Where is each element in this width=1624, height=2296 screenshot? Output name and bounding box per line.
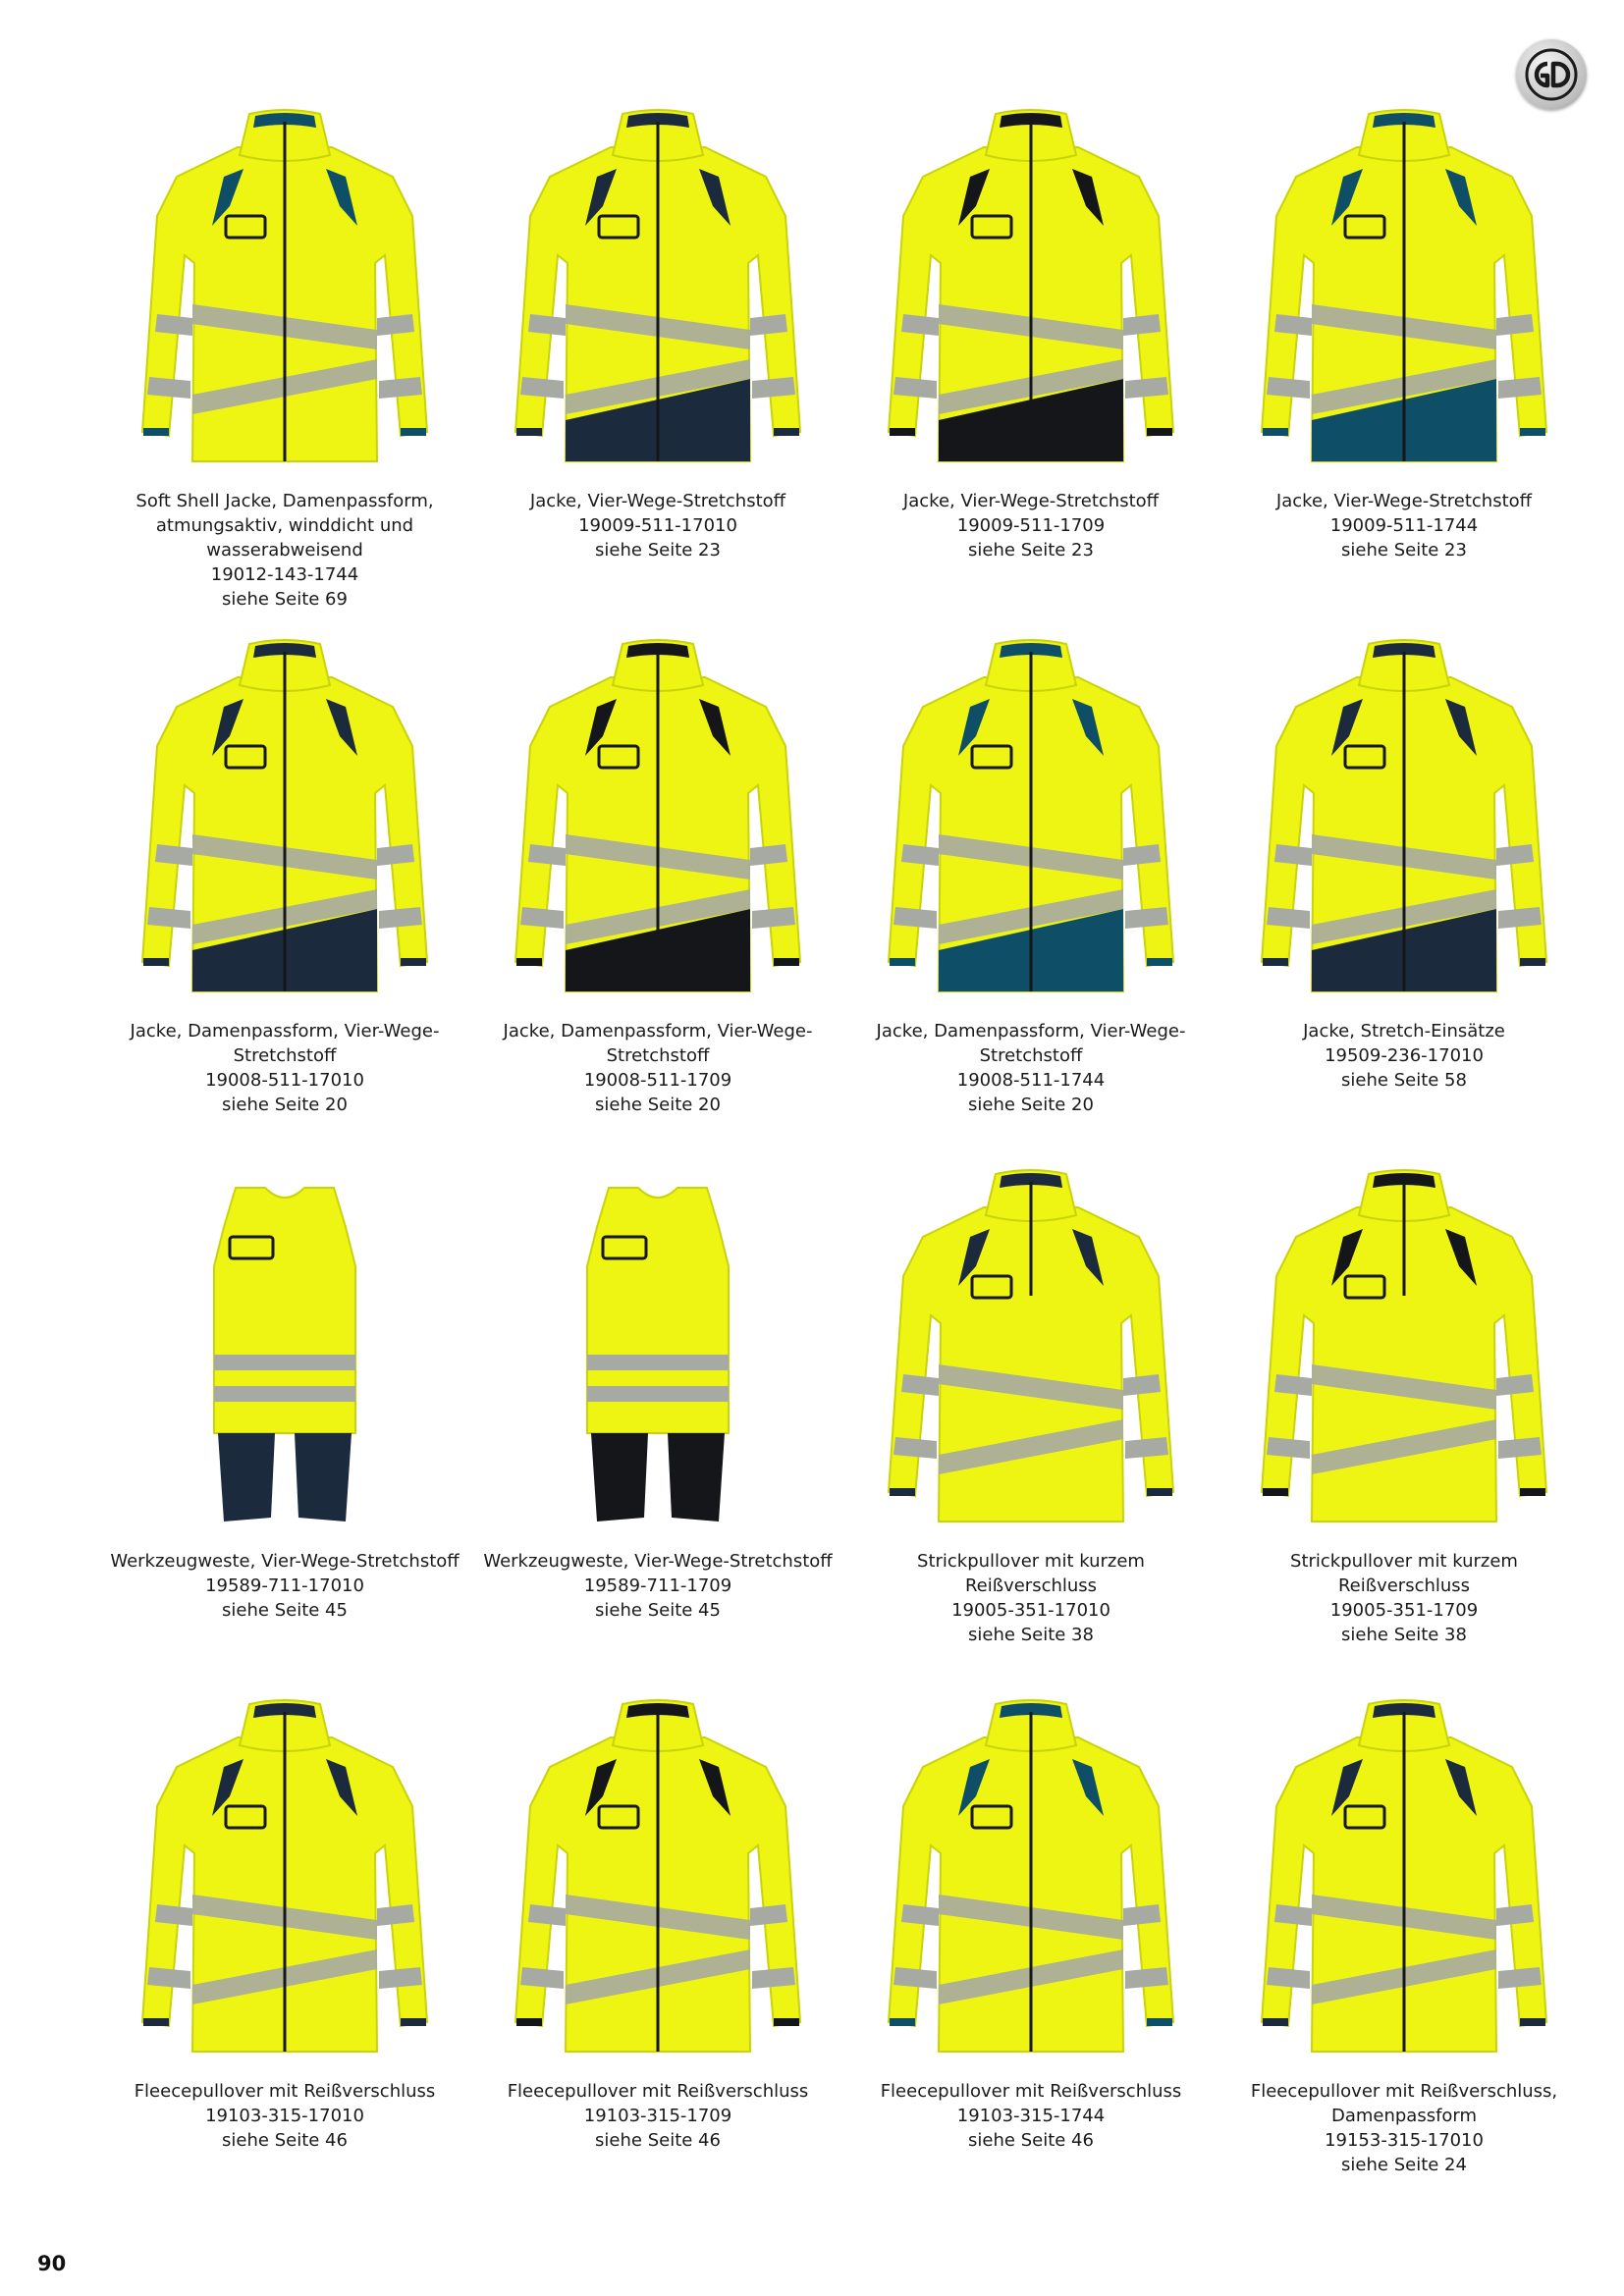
product-caption xyxy=(1227,2079,1581,2177)
cuff xyxy=(401,958,426,966)
product-code: 19005-351-1709 xyxy=(1329,1600,1479,1621)
product-caption xyxy=(481,1549,835,1623)
tool-pouch-left xyxy=(218,1433,275,1522)
product-name: Jacke, Damenpassform, Vier-Wege-Stretchstoff xyxy=(503,1021,813,1066)
product-name: Jacke, Vier-Wege-Stretchstoff xyxy=(902,491,1160,511)
product-name: Werkzeugweste, Vier-Wege-Stretchstoff xyxy=(110,1551,460,1572)
cuff xyxy=(1520,2018,1545,2026)
product-name: Jacke, Damenpassform, Vier-Wege-Stretchstoff xyxy=(130,1021,440,1066)
product-card[interactable] xyxy=(1218,1688,1591,2218)
product-name: Jacke, Vier-Wege-Stretchstoff xyxy=(1275,491,1533,511)
reflective-band xyxy=(214,1355,355,1370)
product-code: 19589-711-17010 xyxy=(205,1575,364,1596)
product-caption xyxy=(854,1549,1208,1647)
product-name: Jacke, Damenpassform, Vier-Wege-Stretchstoff xyxy=(876,1021,1186,1066)
page-reference[interactable]: siehe Seite 58 xyxy=(1341,1070,1467,1091)
product-code: 19005-351-17010 xyxy=(951,1600,1110,1621)
page-reference[interactable]: siehe Seite 23 xyxy=(595,540,721,561)
cuff xyxy=(1520,958,1545,966)
cuff xyxy=(1520,428,1545,436)
page-reference[interactable]: siehe Seite 23 xyxy=(968,540,1094,561)
garment-illustration xyxy=(501,638,815,1016)
product-code: 19103-315-1744 xyxy=(956,2106,1106,2126)
product-caption xyxy=(854,489,1208,562)
tool-pouch-right xyxy=(295,1433,352,1522)
garment-illustration xyxy=(501,108,815,486)
page-reference[interactable]: siehe Seite 46 xyxy=(595,2130,721,2151)
cuff xyxy=(516,428,542,436)
product-name: Fleecepullover mit Reißverschluss xyxy=(880,2081,1182,2102)
product-code: 19009-511-1744 xyxy=(1329,515,1479,536)
cuff xyxy=(401,428,426,436)
product-code: 19008-511-1709 xyxy=(583,1070,732,1091)
reflective-band xyxy=(587,1386,729,1402)
cuff xyxy=(1147,958,1172,966)
tool-pouch-right xyxy=(668,1433,725,1522)
page-reference[interactable]: siehe Seite 20 xyxy=(595,1095,721,1115)
garment-illustration xyxy=(874,1168,1188,1546)
page-reference[interactable]: siehe Seite 23 xyxy=(1341,540,1467,561)
cuff xyxy=(1263,2018,1288,2026)
product-caption xyxy=(481,1019,835,1117)
garment-illustration xyxy=(874,1698,1188,2076)
page-reference[interactable]: siehe Seite 24 xyxy=(1341,2155,1467,2175)
page-reference[interactable]: siehe Seite 46 xyxy=(968,2130,1094,2151)
garment-illustration xyxy=(1247,638,1561,1016)
garment-illustration xyxy=(128,638,442,1016)
page-number: 90 xyxy=(37,2252,67,2275)
cuff xyxy=(890,958,915,966)
product-caption xyxy=(481,2079,835,2153)
cuff xyxy=(143,2018,169,2026)
garment-illustration xyxy=(1247,108,1561,486)
page-reference[interactable]: siehe Seite 69 xyxy=(222,589,348,610)
product-card[interactable] xyxy=(471,98,844,628)
garment-illustration xyxy=(1247,1168,1561,1546)
garment-illustration xyxy=(128,1168,442,1546)
page-reference[interactable]: siehe Seite 38 xyxy=(968,1625,1094,1645)
cuff xyxy=(1520,1488,1545,1496)
product-code: 19009-511-17010 xyxy=(578,515,737,536)
page-reference[interactable]: siehe Seite 45 xyxy=(595,1600,721,1621)
cuff xyxy=(774,2018,799,2026)
product-code: 19008-511-17010 xyxy=(205,1070,364,1091)
product-card[interactable] xyxy=(471,1158,844,1688)
cuff xyxy=(401,2018,426,2026)
product-name: Fleecepullover mit Reißverschluss xyxy=(507,2081,809,2102)
product-caption xyxy=(854,1019,1208,1117)
cuff xyxy=(774,428,799,436)
page-reference[interactable]: siehe Seite 38 xyxy=(1341,1625,1467,1645)
product-caption xyxy=(108,1549,461,1623)
cuff xyxy=(1263,1488,1288,1496)
garment-illustration xyxy=(501,1698,815,2076)
product-card[interactable] xyxy=(1218,98,1591,628)
product-card[interactable] xyxy=(98,98,471,628)
product-code: 19008-511-1744 xyxy=(956,1070,1106,1091)
product-card[interactable] xyxy=(98,1688,471,2218)
cuff xyxy=(143,958,169,966)
product-name: Werkzeugweste, Vier-Wege-Stretchstoff xyxy=(483,1551,833,1572)
cuff xyxy=(890,1488,915,1496)
garment-illustration xyxy=(128,108,442,486)
product-caption xyxy=(854,2079,1208,2153)
gd-logo-icon xyxy=(1524,47,1579,102)
page-reference[interactable]: siehe Seite 45 xyxy=(222,1600,348,1621)
garment-illustration xyxy=(128,1698,442,2076)
cuff xyxy=(516,958,542,966)
product-card[interactable] xyxy=(98,628,471,1158)
product-card[interactable] xyxy=(98,1158,471,1688)
product-code: 19012-143-1744 xyxy=(210,564,359,585)
product-card[interactable] xyxy=(1218,1158,1591,1688)
cuff xyxy=(1147,1488,1172,1496)
cuff xyxy=(516,2018,542,2026)
product-caption xyxy=(1227,489,1581,562)
reflective-band xyxy=(214,1386,355,1402)
tool-pouch-left xyxy=(591,1433,648,1522)
product-caption xyxy=(108,489,461,612)
cuff xyxy=(1263,428,1288,436)
cuff xyxy=(143,428,169,436)
product-code: 19009-511-1709 xyxy=(956,515,1106,536)
product-name: Jacke, Vier-Wege-Stretchstoff xyxy=(529,491,786,511)
page-reference[interactable]: siehe Seite 20 xyxy=(968,1095,1094,1115)
product-caption xyxy=(1227,1019,1581,1093)
product-card[interactable] xyxy=(844,1158,1218,1688)
product-card[interactable] xyxy=(844,1688,1218,2218)
cuff xyxy=(1147,428,1172,436)
product-code: 19153-315-17010 xyxy=(1325,2130,1484,2151)
product-card[interactable] xyxy=(844,628,1218,1158)
cuff xyxy=(1147,2018,1172,2026)
product-caption xyxy=(108,1019,461,1117)
product-name: Strickpullover mit kurzem Reißverschluss xyxy=(1290,1551,1518,1596)
product-name: Jacke, Stretch-Einsätze xyxy=(1303,1021,1505,1041)
garment-illustration xyxy=(874,638,1188,1016)
cuff xyxy=(1263,958,1288,966)
product-name: Strickpullover mit kurzem Reißverschluss xyxy=(917,1551,1145,1596)
product-code: 19103-315-1709 xyxy=(583,2106,732,2126)
cuff xyxy=(890,2018,915,2026)
product-code: 19589-711-1709 xyxy=(583,1575,732,1596)
product-name: Soft Shell Jacke, Damenpassform, atmungsaktiv, winddicht und wasserabweisend xyxy=(135,491,434,561)
reflective-band xyxy=(587,1355,729,1370)
garment-illustration xyxy=(501,1168,815,1546)
product-card[interactable] xyxy=(1218,628,1591,1158)
product-grid xyxy=(98,98,1591,2218)
product-caption xyxy=(1227,1549,1581,1647)
garment-illustration xyxy=(1247,1698,1561,2076)
product-card[interactable] xyxy=(471,628,844,1158)
page-reference[interactable]: siehe Seite 20 xyxy=(222,1095,348,1115)
product-card[interactable] xyxy=(471,1688,844,2218)
page-reference[interactable]: siehe Seite 46 xyxy=(222,2130,348,2151)
product-name: Fleecepullover mit Reißverschluss xyxy=(134,2081,436,2102)
product-name: Fleecepullover mit Reißverschluss, Damenpassform xyxy=(1250,2081,1558,2126)
product-caption xyxy=(481,489,835,562)
cuff xyxy=(774,958,799,966)
product-card[interactable] xyxy=(844,98,1218,628)
product-caption xyxy=(108,2079,461,2153)
garment-illustration xyxy=(874,108,1188,486)
product-code: 19509-236-17010 xyxy=(1325,1045,1484,1066)
product-code: 19103-315-17010 xyxy=(205,2106,364,2126)
cuff xyxy=(890,428,915,436)
